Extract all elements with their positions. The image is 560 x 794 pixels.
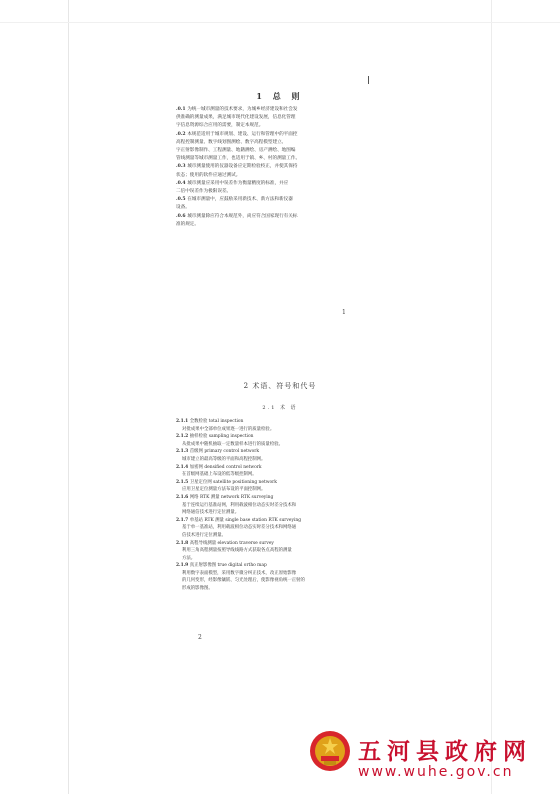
term-heading: [176, 479, 372, 487]
term-definition: 应用卫星定位测量方法布设的平面控制网。: [182, 487, 266, 493]
scan-edge-top: [0, 22, 560, 23]
term-definition: 对批成果中全部单位成果逐一进行的质量检验。: [182, 426, 275, 432]
term-heading: [176, 464, 372, 472]
page-number-1: 1: [342, 309, 346, 316]
term-name: 首级网: [189, 449, 205, 455]
clause-text: 设备。: [176, 205, 190, 211]
term-name: 加密网: [189, 464, 205, 470]
term-definition: 网络通信技术进行定位测量。: [182, 510, 240, 516]
term-definition: 利用数字表面模型，采用数字微分纠正技术，改正原始影像: [182, 570, 297, 576]
clause-text: 在城市测量中，应鼓励采用新技术、新方法和新仪器: [187, 197, 293, 203]
term-name: 全数检验: [189, 419, 209, 424]
term-definition: 基于单一基准站，利用载波相位动态实时差分技术和网络通: [182, 525, 297, 531]
term-heading: [176, 433, 372, 441]
clause-line: [176, 163, 372, 171]
scan-fold-left: [68, 0, 69, 794]
term-entry: [176, 433, 372, 448]
clause-line: [176, 114, 372, 122]
clause-number: .0.1: [176, 107, 188, 112]
term-entry: [176, 448, 372, 463]
term-heading: [176, 418, 372, 426]
term-english: sampling inspection: [208, 434, 254, 440]
clause-line: [176, 106, 372, 114]
clause-text: 城市测量应采用中误差作为衡量精度的标准，并应: [187, 180, 289, 186]
clause-number: .0.5: [176, 197, 188, 203]
term-definition: 利用三角高程测量按照导线线路方式获取各点高程的测量: [182, 548, 292, 554]
term-name: 卫星定位网: [189, 479, 214, 485]
term-definition: 基于连续运行基准站网，利用载波相位动态实时差分技术和: [182, 502, 297, 508]
term-entry: [176, 562, 372, 592]
clause-text: 字信息资源综合应用的需要，制定本规范。: [176, 123, 264, 129]
clause-text: 高程控制测量、数字线划图测绘、数字高程模型建立、: [176, 139, 287, 145]
term-english: densified control network: [204, 464, 262, 470]
clause-line: [176, 122, 372, 130]
clause-number: .0.3: [176, 164, 188, 170]
clause-line: [176, 213, 372, 221]
term-english: elevation traverse survey: [217, 540, 274, 546]
clause-text: 为统一城市测量的技术要求，为城乡经济建设和社会发: [187, 107, 298, 112]
clause-line: [176, 172, 372, 180]
section-2-1-title: 2.1 术 语: [262, 405, 298, 411]
term-english: satellite positioning network: [213, 479, 277, 485]
term-number: 2.1.3: [176, 449, 190, 455]
term-heading: [176, 562, 372, 570]
term-entry: [176, 479, 372, 494]
clause-number: .0.2: [176, 131, 188, 137]
terms-list: [176, 418, 372, 593]
term-number: 2.1.8: [176, 540, 190, 546]
term-number: 2.1.6: [176, 494, 190, 500]
term-definition: 从批成果中随机抽取一定数量样本进行的质量检验。: [182, 441, 283, 447]
clause-line: [176, 196, 372, 204]
chapter-2-title: 2 术语、符号和代号: [243, 382, 317, 390]
term-number: 2.1.9: [176, 563, 190, 569]
clause-number: .0.4: [176, 180, 188, 186]
term-name: 真正射影像图: [189, 563, 218, 569]
clause-line: [176, 180, 372, 188]
term-heading: [176, 517, 372, 525]
term-entry: [176, 540, 372, 563]
term-entry: [176, 464, 372, 479]
term-definition: 的几何变形，经影像镶嵌、匀光处理后，使影像视角统一正射的: [182, 578, 305, 584]
site-url-watermark: www.wuhe.gov.cn: [358, 764, 514, 780]
term-english: primary control network: [204, 449, 260, 455]
term-name: 网络 RTK 测量: [189, 494, 221, 500]
term-definition: 在首级网基础上布设的低等级控制网。: [182, 472, 257, 478]
clause-text: 状态；使用的软件应通过测试。: [176, 172, 241, 178]
term-english: total inspection: [208, 419, 244, 424]
clause-text: 城市测量使用的仪器设备应定期检验校正，并使其保持: [187, 164, 298, 170]
scan-fold-right: [491, 0, 492, 794]
term-name: 高程导线测量: [189, 540, 218, 546]
term-entry: [176, 418, 372, 433]
clause-line: [176, 188, 372, 196]
term-definition: 信技术进行定位测量。: [182, 532, 226, 538]
general-provisions-body: [176, 106, 372, 229]
clause-text: 本规范适用于城市规划、建设、运行和管理中的平面控: [187, 131, 298, 137]
clause-text: 管线测量等城市测量工作，也适用于镇、乡、村的测量工作。: [176, 156, 301, 162]
term-number: 2.1.5: [176, 479, 190, 485]
term-name: 抽样检验: [189, 434, 209, 440]
site-name-watermark: 五河县政府网: [358, 739, 532, 765]
term-entry: [176, 517, 372, 540]
chapter-1-title: 1 总 则: [256, 91, 304, 101]
term-number: 2.1.1: [176, 419, 190, 424]
term-heading: [176, 448, 372, 456]
clause-line: [176, 131, 372, 139]
clause-text: 城市测量除应符合本规范外，尚应符合国家现行有关标: [187, 213, 298, 219]
clause-text: 二倍中误差作为极限误差。: [176, 189, 232, 195]
term-heading: [176, 494, 372, 502]
term-definition: 城市建立的最高等级的平面和高程控制网。: [182, 456, 266, 462]
term-definition: 形成的影像图。: [182, 586, 213, 592]
clause-line: [176, 147, 372, 155]
term-english: true digital ortho map: [217, 563, 267, 569]
clause-line: [176, 155, 372, 163]
term-number: 2.1.2: [176, 434, 190, 440]
national-emblem-icon: [308, 729, 352, 773]
term-number: 2.1.4: [176, 464, 190, 470]
page-number-2: 2: [198, 634, 202, 641]
clause-line: [176, 221, 372, 229]
clause-text: 准的规定。: [176, 221, 199, 227]
clause-line: [176, 204, 372, 212]
clause-text: 字正射影像制作、工程测量、地籍测绘、房产测绘、地图编: [176, 148, 296, 154]
term-number: 2.1.7: [176, 517, 190, 523]
term-english: single base station RTK surveying: [225, 517, 301, 523]
term-english: network RTK surveying: [220, 494, 274, 500]
term-definition: 方法。: [182, 555, 196, 561]
term-entry: [176, 494, 372, 517]
term-heading: [176, 540, 372, 548]
term-name: 单基站 RTK 测量: [189, 517, 226, 523]
clause-text: 供准确的测量成果，满足城市现代化建设发展，信息化管理: [176, 115, 296, 121]
crop-mark: [368, 76, 369, 84]
clause-number: .0.6: [176, 213, 188, 219]
clause-line: [176, 139, 372, 147]
